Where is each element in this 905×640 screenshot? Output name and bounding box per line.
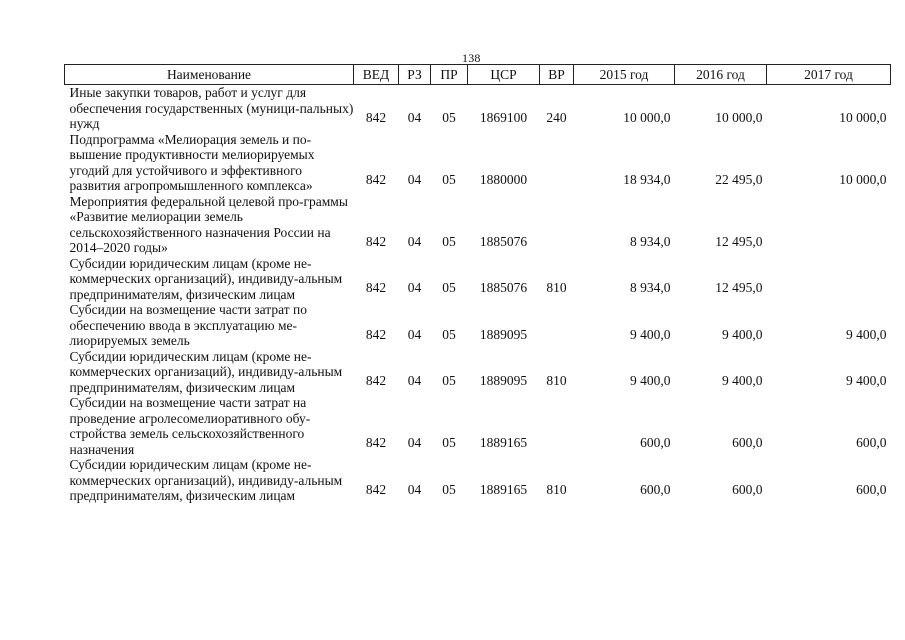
row-csr: 1889165 [479, 481, 528, 497]
row-pr: 05 [442, 326, 456, 342]
row-pr: 05 [442, 481, 456, 497]
row-2017 [767, 194, 891, 256]
row-name: Иные закупки товаров, работ и услуг для обеспечения государственных (муници-пальных) нужд [69, 85, 354, 131]
row-rz: 04 [407, 481, 422, 497]
row-vr: 810 [546, 481, 567, 497]
row-ved: 842 [365, 109, 387, 125]
row-2015: 10 000,0 [623, 109, 671, 125]
row-ved: 842 [365, 280, 387, 295]
row-ved: 842 [365, 326, 387, 342]
header-2015: 2015 год [574, 65, 675, 85]
row-vr [540, 395, 574, 457]
row-2017: 600,0 [856, 481, 887, 497]
table-row [65, 349, 891, 396]
row-2015: 8 934,0 [630, 280, 671, 295]
row-csr: 1885076 [479, 233, 528, 249]
row-ved: 842 [365, 481, 387, 497]
row-2015: 9 400,0 [630, 373, 671, 388]
table-row [65, 132, 891, 194]
header-2016: 2016 год [675, 65, 767, 85]
header-rz: РЗ [399, 65, 431, 85]
row-csr: 1889095 [479, 373, 528, 388]
row-rz: 04 [407, 435, 422, 450]
row-2017: 10 000,0 [839, 171, 887, 187]
row-pr: 05 [442, 435, 456, 450]
row-rz: 04 [407, 373, 422, 388]
table-header-row [65, 65, 891, 85]
row-2016: 12 495,0 [715, 280, 763, 295]
row-name: Подпрограмма «Мелиорация земель и по-вышение продуктивности мелиорируемых угодий для устойчивого и эффективного развития агропромышленного комплекса» [69, 131, 315, 193]
row-vr [540, 132, 574, 194]
row-2017 [767, 256, 891, 303]
row-rz: 04 [407, 109, 422, 125]
row-csr: 1885076 [479, 280, 528, 295]
row-vr: 810 [546, 280, 567, 295]
row-2015: 8 934,0 [630, 233, 671, 249]
row-2015: 600,0 [640, 481, 671, 497]
table-row [65, 457, 891, 504]
row-ved: 842 [365, 233, 387, 249]
header-ved: ВЕД [354, 65, 399, 85]
row-pr: 05 [442, 109, 456, 125]
header-name: Наименование [65, 65, 354, 85]
row-2016: 600,0 [732, 435, 763, 450]
budget-table [64, 64, 891, 504]
row-2015: 9 400,0 [630, 326, 671, 342]
table-row [65, 85, 891, 132]
row-name: Субсидии юридическим лицам (кроме не-коммерческих организаций), индивиду-альным предпринимателям, физическим лицам [69, 348, 343, 395]
row-ved: 842 [365, 171, 387, 187]
row-csr: 1889095 [479, 326, 528, 342]
row-2017: 9 400,0 [846, 373, 887, 388]
row-vr [540, 194, 574, 256]
row-ved: 842 [365, 435, 387, 450]
table-row [65, 395, 891, 457]
table-row [65, 256, 891, 303]
row-2015: 600,0 [640, 435, 671, 450]
row-2016: 12 495,0 [715, 233, 763, 249]
row-name: Субсидии юридическим лицам (кроме не-коммерческих организаций), индивиду-альным предпринимателям, физическим лицам [69, 457, 343, 503]
row-pr: 05 [442, 171, 456, 187]
header-csr: ЦСР [468, 65, 540, 85]
header-pr: ПР [431, 65, 468, 85]
row-2016: 22 495,0 [715, 171, 763, 187]
row-name: Мероприятия федеральной целевой про-граммы «Развитие мелиорации земель сельскохозяйственного назначения России на 2014–2020 годы» [69, 193, 348, 255]
row-2016: 9 400,0 [722, 326, 763, 342]
row-name: Субсидии юридическим лицам (кроме не-коммерческих организаций), индивиду-альным предпринимателям, физическим лицам [69, 255, 343, 302]
row-2017: 600,0 [856, 435, 887, 450]
row-2015: 18 934,0 [623, 171, 671, 187]
row-csr: 1880000 [479, 171, 528, 187]
row-name: Субсидии на возмещение части затрат по обеспечению ввода в эксплуатацию ме-лиорируемых земель [69, 302, 307, 348]
row-rz: 04 [407, 171, 422, 187]
row-name: Субсидии на возмещение части затрат на проведение агролесомелиоративного обу-стройства земель сельскохозяйственного назначения [69, 395, 311, 457]
row-ved: 842 [365, 373, 387, 388]
row-2017: 10 000,0 [839, 109, 887, 125]
row-2016: 600,0 [732, 481, 763, 497]
row-rz: 04 [407, 280, 422, 295]
row-vr: 810 [546, 373, 567, 388]
header-2017: 2017 год [767, 65, 891, 85]
page-number: 138 [462, 51, 481, 65]
row-2016: 9 400,0 [722, 373, 763, 388]
row-rz: 04 [407, 233, 422, 249]
row-csr: 1869100 [479, 109, 528, 125]
row-2017: 9 400,0 [846, 326, 887, 342]
row-pr: 05 [442, 233, 456, 249]
table-row [65, 194, 891, 256]
row-2016: 10 000,0 [715, 109, 763, 125]
row-rz: 04 [407, 326, 422, 342]
row-pr: 05 [442, 373, 456, 388]
header-vr: ВР [540, 65, 574, 85]
row-vr: 240 [546, 109, 567, 125]
row-vr [540, 302, 574, 349]
row-pr: 05 [442, 280, 456, 295]
table-row [65, 302, 891, 349]
row-csr: 1889165 [479, 435, 528, 450]
